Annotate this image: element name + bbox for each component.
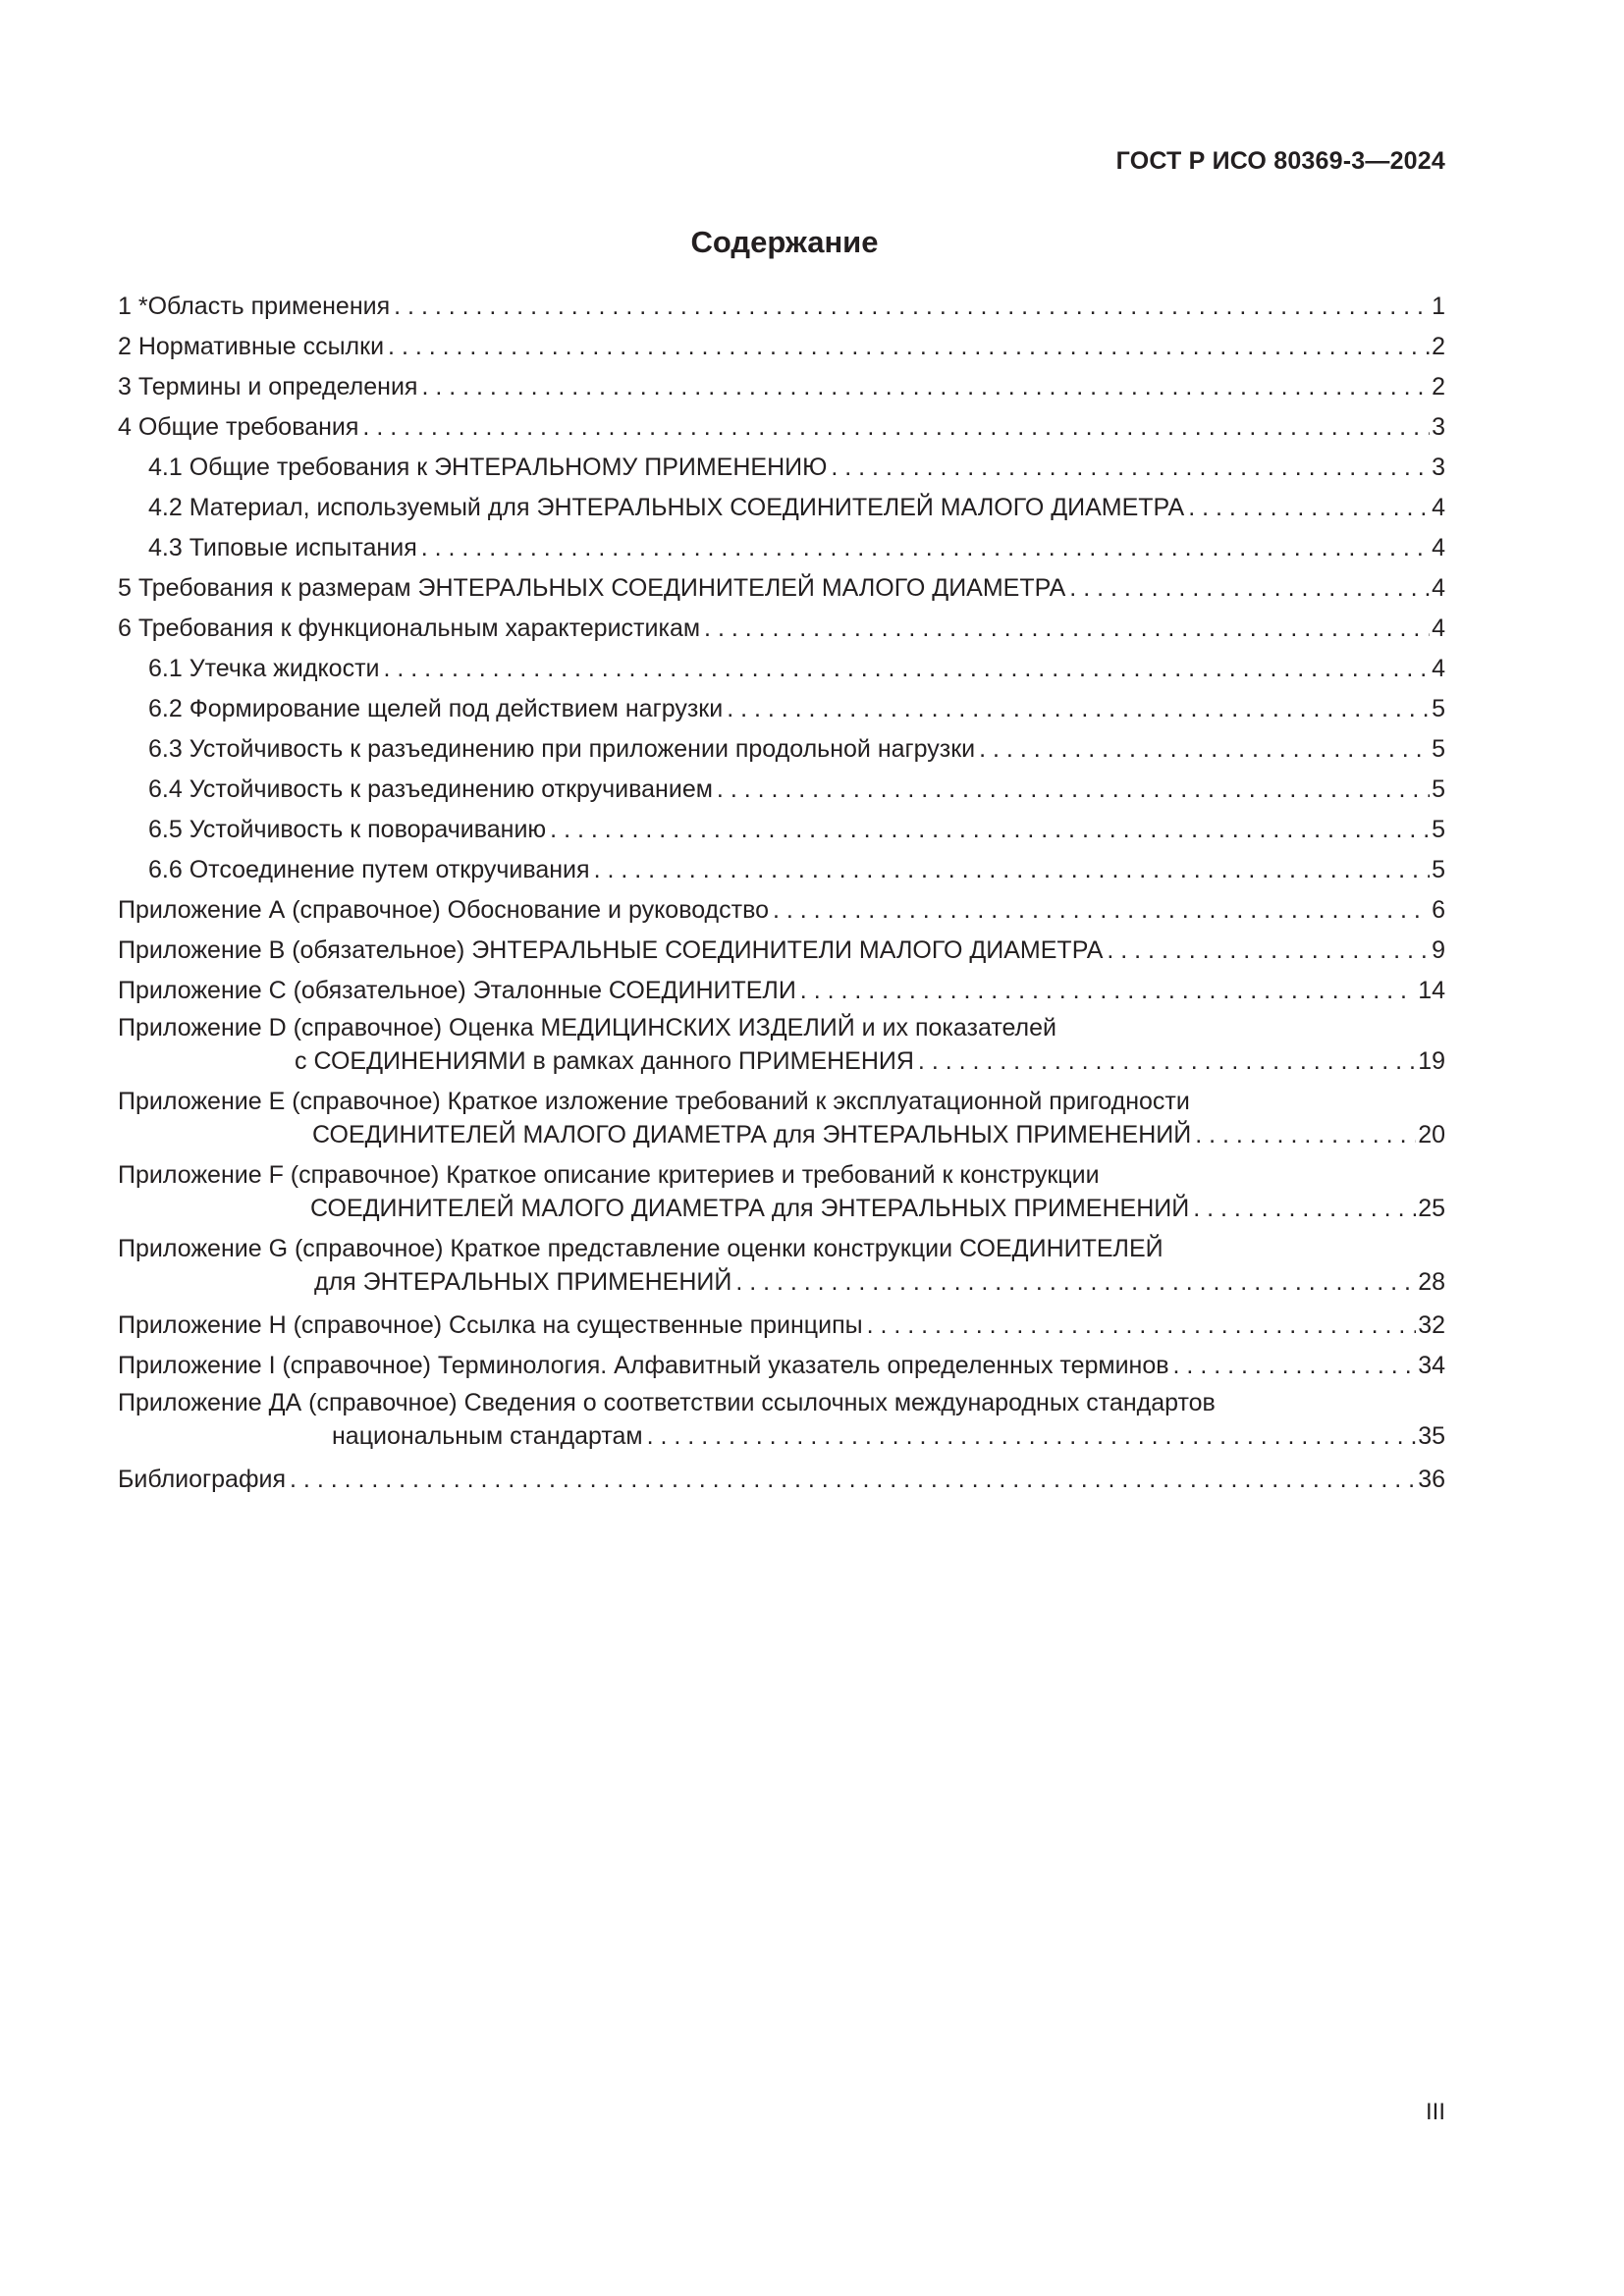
leader-dots <box>550 810 1430 850</box>
toc-entry[interactable] <box>118 1158 1445 1225</box>
toc-page-number: 4 <box>1432 534 1445 561</box>
toc-page-number: 5 <box>1432 856 1445 883</box>
toc-entry-text: 2 Нормативные ссылки <box>118 333 385 360</box>
toc-subentry[interactable] <box>118 649 1445 689</box>
toc-page-number: 2 <box>1432 333 1445 360</box>
toc-entry-continuation: национальным стандартам <box>332 1422 643 1450</box>
leader-dots <box>421 367 1430 407</box>
toc-entry[interactable] <box>118 931 1445 971</box>
leader-dots <box>773 890 1430 931</box>
toc-entry-continuation: с СОЕДИНЕНИЯМИ в рамках данного ПРИМЕНЕНИЯ <box>295 1047 914 1075</box>
leader-dots <box>704 609 1430 649</box>
leader-dots <box>421 528 1430 568</box>
toc-entry-text: Библиография <box>118 1466 287 1493</box>
toc-entry[interactable] <box>118 287 1445 327</box>
leader-dots <box>362 407 1430 448</box>
leader-dots <box>1193 1192 1416 1225</box>
leader-dots <box>735 1265 1416 1299</box>
toc-entry-text: 6.4 Устойчивость к разъединению откручиванием <box>148 775 713 803</box>
toc-entry-text: Приложение А (справочное) Обоснование и руководство <box>118 896 769 924</box>
toc-entry-text: Приложение ДА (справочное) Сведения о соответствии ссылочных международных стандартов <box>118 1389 1216 1416</box>
toc-entry-text: 6.3 Устойчивость к разъединению при приложении продольной нагрузки <box>148 735 976 763</box>
toc-entry-text: 4.3 Типовые испытания <box>148 534 417 561</box>
leader-dots <box>388 327 1430 367</box>
toc-entry-text: 3 Термины и определения <box>118 373 418 400</box>
toc-entry-text: Приложение D (справочное) Оценка МЕДИЦИНСКИХ ИЗДЕЛИЙ и их показателей <box>118 1014 1057 1041</box>
toc-entry-continuation: СОЕДИНИТЕЛЕЙ МАЛОГО ДИАМЕТРА для ЭНТЕРАЛЬНЫХ ПРИМЕНЕНИЙ <box>310 1195 1190 1222</box>
toc-entry-text: Приложение H (справочное) Ссылка на существенные принципы <box>118 1311 863 1339</box>
toc-entry-text: Приложение G (справочное) Краткое представление оценки конструкции СОЕДИНИТЕЛЕЙ <box>118 1235 1164 1262</box>
toc-entry[interactable] <box>118 1232 1445 1299</box>
toc-subentry[interactable] <box>118 448 1445 488</box>
toc-entry[interactable] <box>118 1346 1445 1386</box>
leader-dots <box>918 1044 1416 1078</box>
toc-entry-text: 6.2 Формирование щелей под действием нагрузки <box>148 695 724 722</box>
leader-dots <box>717 770 1430 810</box>
leader-dots <box>384 649 1431 689</box>
toc-entry-text: 6.5 Устойчивость к поворачиванию <box>148 816 547 843</box>
toc-page-number: 28 <box>1418 1268 1445 1296</box>
leader-dots <box>290 1460 1416 1500</box>
toc-page-number: 4 <box>1432 494 1445 521</box>
leader-dots <box>594 850 1431 890</box>
toc-page-number: 20 <box>1418 1121 1445 1148</box>
toc-page-number: 14 <box>1418 977 1445 1004</box>
toc-page-number: 35 <box>1418 1422 1445 1450</box>
toc-entry[interactable] <box>118 568 1445 609</box>
table-of-contents <box>118 287 1445 1500</box>
leader-dots <box>1195 1118 1416 1151</box>
page-number: III <box>1425 2099 1445 2125</box>
toc-entry[interactable] <box>118 609 1445 649</box>
toc-page-number: 32 <box>1418 1311 1445 1339</box>
leader-dots <box>394 287 1430 327</box>
leader-dots <box>1107 931 1430 971</box>
toc-entry-text: Приложение E (справочное) Краткое изложение требований к эксплуатационной пригодности <box>118 1088 1190 1115</box>
toc-subentry[interactable] <box>118 810 1445 850</box>
toc-subentry[interactable] <box>118 689 1445 729</box>
toc-entry[interactable] <box>118 407 1445 448</box>
toc-subentry[interactable] <box>118 850 1445 890</box>
toc-page-number: 4 <box>1432 614 1445 642</box>
toc-page-number: 3 <box>1432 454 1445 481</box>
leader-dots <box>647 1419 1417 1453</box>
toc-entry-text: 5 Требования к размерам ЭНТЕРАЛЬНЫХ СОЕДИНИТЕЛЕЙ МАЛОГО ДИАМЕТРА <box>118 574 1066 602</box>
toc-entry-text: 6.1 Утечка жидкости <box>148 655 380 682</box>
toc-subentry[interactable] <box>118 729 1445 770</box>
toc-page-number: 4 <box>1432 574 1445 602</box>
toc-entry[interactable] <box>118 1386 1445 1453</box>
leader-dots <box>727 689 1430 729</box>
leader-dots <box>831 448 1430 488</box>
toc-page-number: 25 <box>1418 1195 1445 1222</box>
toc-title: Содержание <box>690 225 879 259</box>
toc-entry[interactable] <box>118 1306 1445 1346</box>
toc-entry[interactable] <box>118 1460 1445 1500</box>
toc-page-number: 4 <box>1432 655 1445 682</box>
toc-subentry[interactable] <box>118 770 1445 810</box>
toc-entry[interactable] <box>118 1085 1445 1151</box>
toc-page-number: 34 <box>1418 1352 1445 1379</box>
toc-page-number: 2 <box>1432 373 1445 400</box>
toc-entry-text: Приложение F (справочное) Краткое описание критериев и требований к конструкции <box>118 1161 1100 1189</box>
toc-entry-continuation: СОЕДИНИТЕЛЕЙ МАЛОГО ДИАМЕТРА для ЭНТЕРАЛЬНЫХ ПРИМЕНЕНИЙ <box>312 1121 1192 1148</box>
toc-entry-text: 1 *Область применения <box>118 293 391 320</box>
toc-page-number: 1 <box>1432 293 1445 320</box>
toc-entry[interactable] <box>118 327 1445 367</box>
toc-entry[interactable] <box>118 1011 1445 1078</box>
leader-dots <box>867 1306 1417 1346</box>
toc-entry-continuation: для ЭНТЕРАЛЬНЫХ ПРИМЕНЕНИЙ <box>314 1268 732 1296</box>
toc-page-number: 3 <box>1432 413 1445 441</box>
toc-page-number: 5 <box>1432 735 1445 763</box>
toc-entry-text: 6 Требования к функциональным характеристикам <box>118 614 701 642</box>
toc-entry-text: Приложение B (обязательное) ЭНТЕРАЛЬНЫЕ СОЕДИНИТЕЛИ МАЛОГО ДИАМЕТРА <box>118 936 1104 964</box>
toc-entry-text: Приложение C (обязательное) Эталонные СОЕДИНИТЕЛИ <box>118 977 796 1004</box>
toc-page-number: 36 <box>1418 1466 1445 1493</box>
toc-entry-text: 4 Общие требования <box>118 413 359 441</box>
toc-page-number: 6 <box>1432 896 1445 924</box>
toc-subentry[interactable] <box>118 488 1445 528</box>
toc-page-number: 5 <box>1432 816 1445 843</box>
toc-entry[interactable] <box>118 971 1445 1011</box>
leader-dots <box>979 729 1430 770</box>
document-code: ГОСТ Р ИСО 80369-3—2024 <box>1115 147 1445 175</box>
leader-dots <box>1069 568 1430 609</box>
toc-page-number: 19 <box>1418 1047 1445 1075</box>
toc-page-number: 5 <box>1432 695 1445 722</box>
toc-entry-text: 6.6 Отсоединение путем откручивания <box>148 856 590 883</box>
leader-dots <box>1173 1346 1417 1386</box>
toc-subentry[interactable] <box>118 528 1445 568</box>
toc-entry[interactable] <box>118 367 1445 407</box>
toc-page-number: 5 <box>1432 775 1445 803</box>
toc-entry-text: 4.2 Материал, используемый для ЭНТЕРАЛЬНЫХ СОЕДИНИТЕЛЕЙ МАЛОГО ДИАМЕТРА <box>148 494 1185 521</box>
leader-dots <box>1188 488 1430 528</box>
toc-page-number: 9 <box>1432 936 1445 964</box>
toc-entry-text: 4.1 Общие требования к ЭНТЕРАЛЬНОМУ ПРИМЕНЕНИЮ <box>148 454 828 481</box>
toc-entry[interactable] <box>118 890 1445 931</box>
toc-entry-text: Приложение I (справочное) Терминология. Алфавитный указатель определенных терминов <box>118 1352 1169 1379</box>
leader-dots <box>800 971 1416 1011</box>
